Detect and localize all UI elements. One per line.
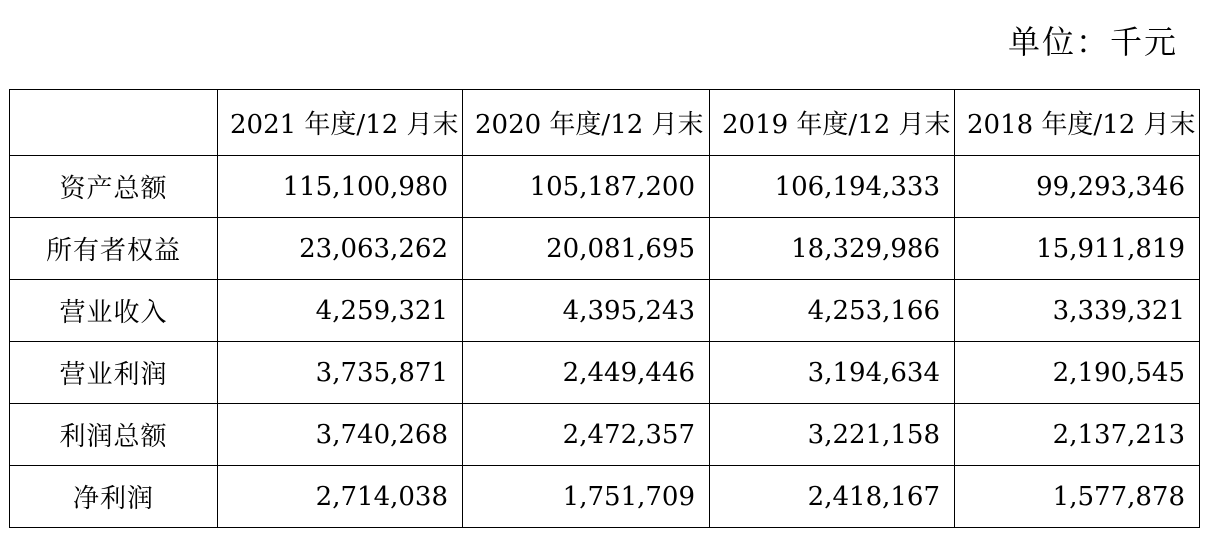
table-cell: 4,259,321 <box>218 280 463 342</box>
table-header-row <box>10 90 1200 156</box>
table-cell: 2,418,167 <box>710 466 955 528</box>
row-label: 净利润 <box>10 466 218 528</box>
table-cell: 15,911,819 <box>955 218 1200 280</box>
header-2019: 2019 年度/12 月末 <box>710 90 955 156</box>
table-cell: 2,472,357 <box>463 404 710 466</box>
table-cell: 2,714,038 <box>218 466 463 528</box>
table-cell: 1,577,878 <box>955 466 1200 528</box>
table-cell: 2,137,213 <box>955 404 1200 466</box>
row-label: 营业利润 <box>10 342 218 404</box>
table-cell: 2,449,446 <box>463 342 710 404</box>
table-cell: 23,063,262 <box>218 218 463 280</box>
table-cell: 4,395,243 <box>463 280 710 342</box>
unit-label: 单位：千元 <box>1007 23 1178 61</box>
table-cell: 106,194,333 <box>710 156 955 218</box>
table-cell: 99,293,346 <box>955 156 1200 218</box>
table-cell: 3,221,158 <box>710 404 955 466</box>
table-cell: 1,751,709 <box>463 466 710 528</box>
row-label: 所有者权益 <box>10 218 218 280</box>
table-cell: 3,740,268 <box>218 404 463 466</box>
table-cell: 20,081,695 <box>463 218 710 280</box>
table-cell: 115,100,980 <box>218 156 463 218</box>
table-row <box>10 280 1200 342</box>
header-2020: 2020 年度/12 月末 <box>463 90 710 156</box>
financial-summary-table <box>9 89 1200 528</box>
table-cell: 3,735,871 <box>218 342 463 404</box>
table-cell: 18,329,986 <box>710 218 955 280</box>
row-label: 利润总额 <box>10 404 218 466</box>
header-2021: 2021 年度/12 月末 <box>218 90 463 156</box>
row-label: 资产总额 <box>10 156 218 218</box>
table-cell: 3,194,634 <box>710 342 955 404</box>
table-cell: 3,339,321 <box>955 280 1200 342</box>
table-row <box>10 218 1200 280</box>
table-cell: 4,253,166 <box>710 280 955 342</box>
header-corner-cell <box>10 90 218 156</box>
table-row <box>10 404 1200 466</box>
table-row <box>10 342 1200 404</box>
table-cell: 105,187,200 <box>463 156 710 218</box>
header-2018: 2018 年度/12 月末 <box>955 90 1200 156</box>
table-row <box>10 466 1200 528</box>
table-row <box>10 156 1200 218</box>
row-label: 营业收入 <box>10 280 218 342</box>
table-cell: 2,190,545 <box>955 342 1200 404</box>
